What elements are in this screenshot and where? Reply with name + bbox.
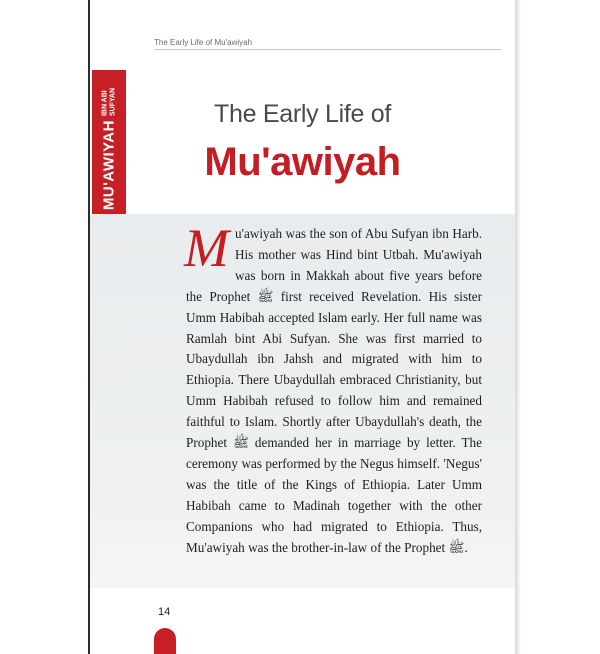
chapter-title-line1: The Early Life of <box>214 100 391 128</box>
drop-cap: M <box>184 218 229 278</box>
side-tab-sub-line2: SUFYAN <box>109 87 116 117</box>
body-paragraph-text: u'awiyah was the son of Abu Sufyan ibn Harb. His mother was Hind bint Utbah. Mu'awiyah was born in Makkah about five years before the Prophet ﷺ first received Revelation. His sister Umm Habibah accepted Islam early. Her full name was Ramlah bint Abi Sufyan. She was first married to Ubaydullah ibn Jahsh and migrated with him to Ethiopia. There Ubaydullah embraced Christianity, but Umm Habibah refused to follow him and remained faithful to Islam. Shortly after Ubaydullah's death, the Prophet ﷺ demanded her in marriage by letter. The ceremony was performed by the Negus himself. 'Negus' was the title of the Kings of Ethiopia. Later Umm Habibah came to Madinah together with the other Companions who had migrated to Ethiopia. Thus, Mu'awiyah was the brother-in-law of the Prophet ﷺ. <box>186 226 482 555</box>
chapter-title-line2: Mu'awiyah <box>204 140 401 184</box>
page-number: 14 <box>158 606 171 618</box>
running-head: The Early Life of Mu'awiyah <box>154 38 501 50</box>
side-tab-main-text: MU'AWIYAH <box>100 120 118 211</box>
body-paragraph <box>184 218 482 559</box>
book-page <box>88 0 515 654</box>
side-tab-sub-line1: IBN ABI <box>101 90 108 117</box>
page-number-tab <box>154 628 176 654</box>
page-edge-shadow <box>515 0 521 654</box>
